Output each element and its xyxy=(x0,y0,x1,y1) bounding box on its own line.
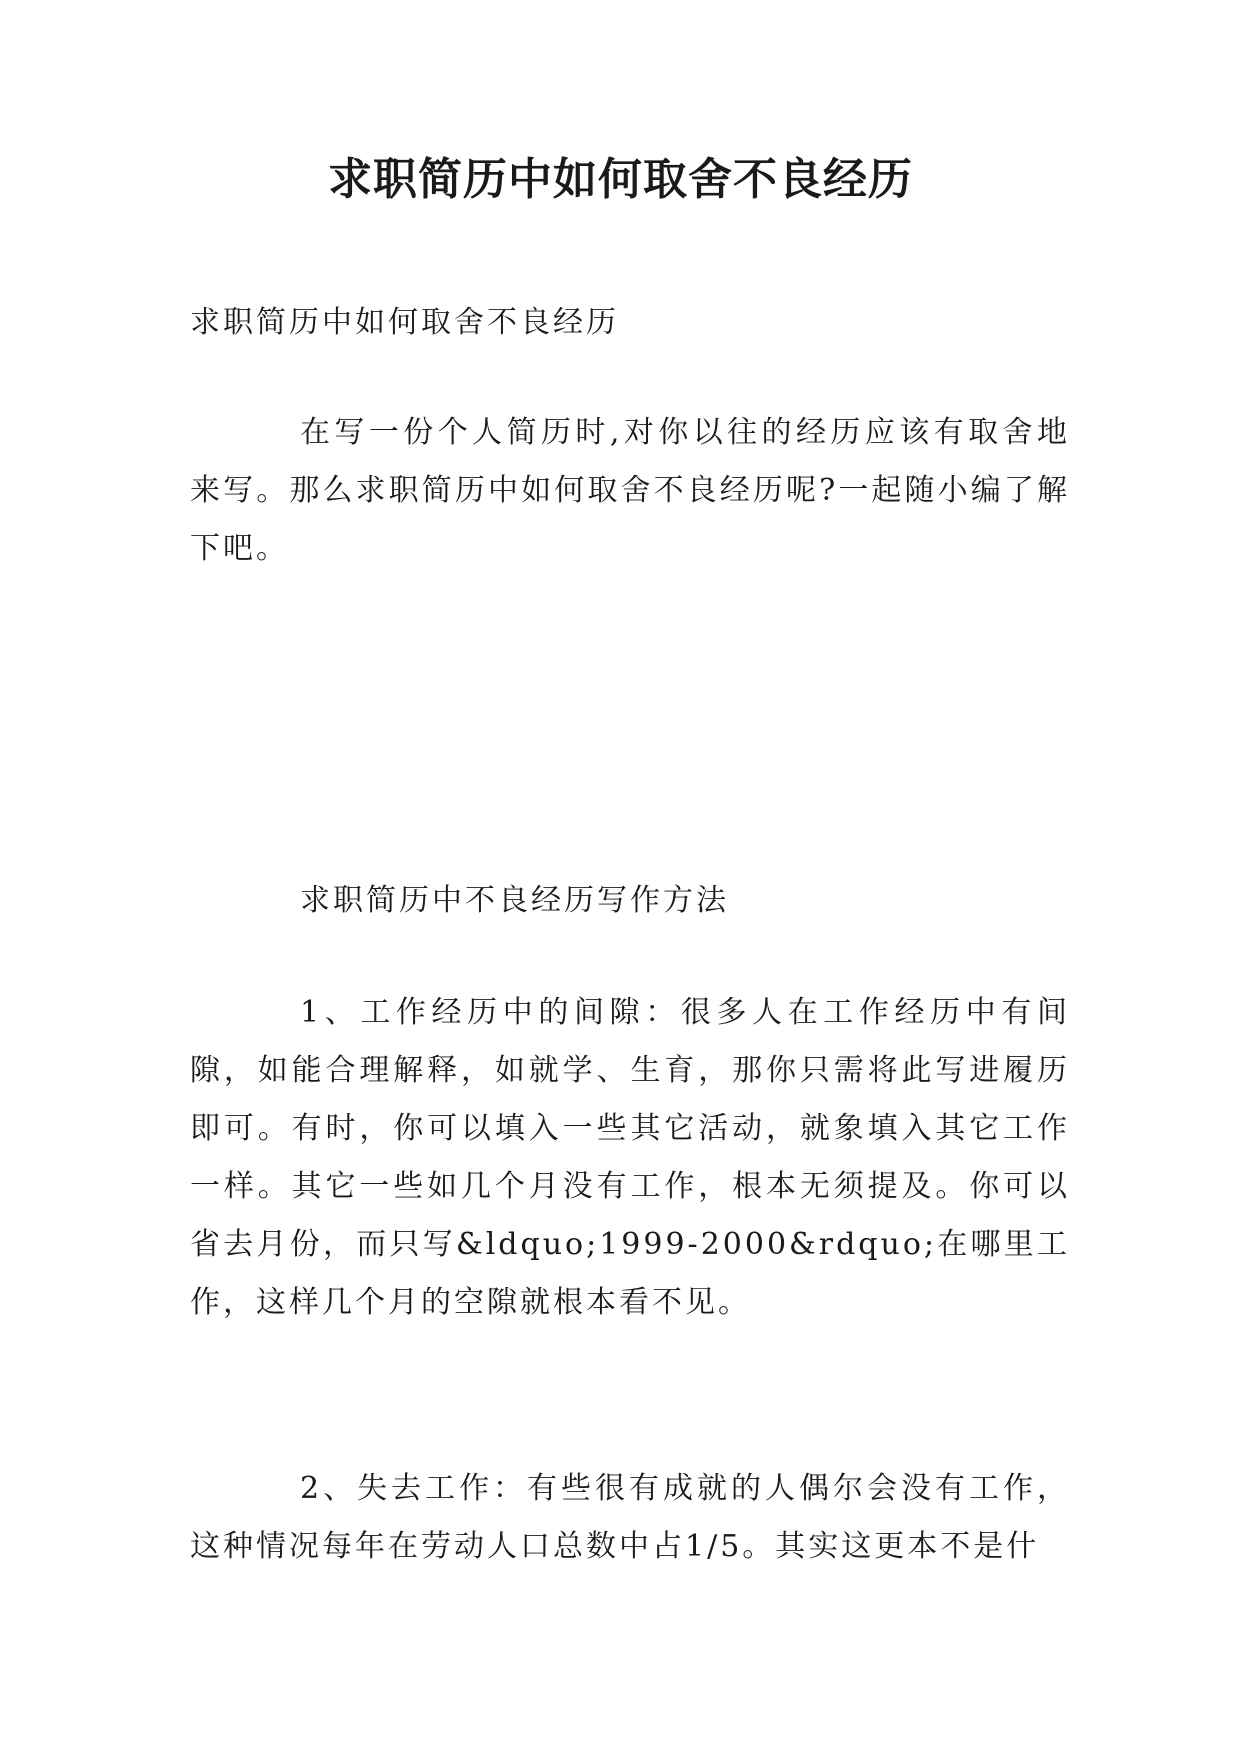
document-title: 求职简历中如何取舍不良经历 xyxy=(328,154,913,205)
section-heading: 求职简历中不良经历写作方法 xyxy=(300,883,729,918)
intro-paragraph: 在写一份个人简历时,对你以往的经历应该有取舍地来写。那么求职简历中如何取舍不良经历呢?一起随小编了解下吧。 xyxy=(190,415,1070,566)
paragraph-item-2: 2、失去工作：有些很有成就的人偶尔会没有工作，这种情况每年在劳动人口总数中占1/5。其实这更本不是什 xyxy=(190,1471,1070,1564)
paragraph-item-1: 1、工作经历中的间隙：很多人在工作经历中有间隙，如能合理解释，如就学、生育，那你只需将此写进履历即可。有时，你可以填入一些其它活动，就象填入其它工作一样。其它一些如几个月没有工作，根本无须提及。你可以省去月份，而只写&ldquo;1999-2000&rdquo;在哪里工作，这样几个月的空隙就根本看不见。 xyxy=(190,995,1070,1320)
document-subtitle: 求职简历中如何取舍不良经历 xyxy=(190,305,619,340)
